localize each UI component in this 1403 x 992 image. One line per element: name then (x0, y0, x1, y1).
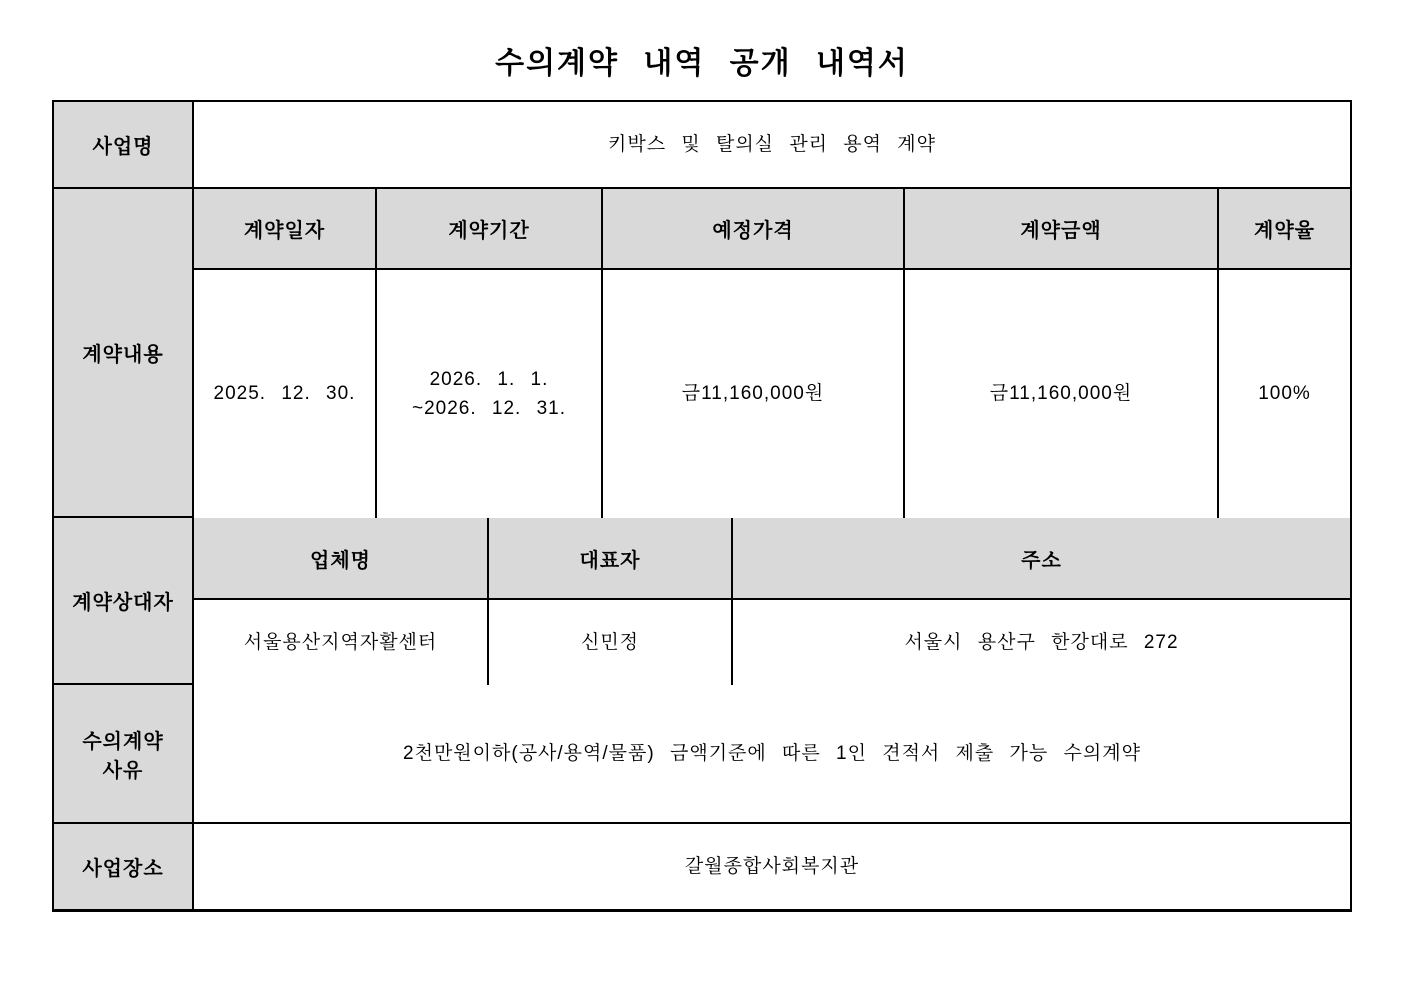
business-name-value: 키박스 및 탈의실 관리 용역 계약 (194, 102, 1350, 189)
contract-period-value (377, 270, 603, 518)
business-location-label: 사업장소 (54, 824, 194, 909)
business-name-label: 사업명 (54, 102, 194, 189)
contract-partner-grid (194, 518, 1350, 685)
contract-period-line1: 2026. 1. 1. (429, 368, 549, 390)
contract-partner-row (54, 518, 1350, 685)
column-header-address: 주소 (733, 518, 1350, 600)
column-header-estimated-price: 예정가격 (603, 189, 905, 270)
contract-details-grid (194, 189, 1350, 518)
address-value: 서울시 용산구 한강대로 272 (733, 600, 1350, 685)
business-location-row (54, 824, 1350, 909)
negotiated-reason-label-line2: 사유 (102, 759, 144, 782)
negotiated-reason-label-line1: 수의계약 (82, 730, 164, 753)
negotiated-reason-value: 2천만원이하(공사/용역/물품) 금액기준에 따른 1인 견적서 제출 가능 수의계약 (194, 685, 1350, 824)
contract-details-header-row (194, 189, 1350, 270)
negotiated-reason-row (54, 685, 1350, 824)
business-name-row (54, 102, 1350, 189)
representative-value: 신민정 (489, 600, 733, 685)
column-header-contract-date: 계약일자 (194, 189, 377, 270)
column-header-contract-period: 계약기간 (377, 189, 603, 270)
column-header-representative: 대표자 (489, 518, 733, 600)
estimated-price-value: 금11,160,000원 (603, 270, 905, 518)
company-name-value: 서울용산지역자활센터 (194, 600, 489, 685)
column-header-contract-rate: 계약율 (1219, 189, 1350, 270)
contract-amount-value: 금11,160,000원 (905, 270, 1219, 518)
contract-details-row (54, 189, 1350, 518)
column-header-contract-amount: 계약금액 (905, 189, 1219, 270)
negotiated-reason-label (54, 685, 194, 824)
contract-date-value: 2025. 12. 30. (194, 270, 377, 518)
contract-period-line2: ~2026. 12. 31. (411, 398, 567, 419)
contract-partner-value-row (194, 600, 1350, 685)
contract-partner-header-row (194, 518, 1350, 600)
contract-disclosure-table (52, 100, 1352, 912)
contract-rate-value: 100% (1219, 270, 1350, 518)
page-title: 수의계약 내역 공개 내역서 (495, 47, 909, 80)
column-header-company-name: 업체명 (194, 518, 489, 600)
contract-details-label: 계약내용 (54, 189, 194, 518)
business-location-value: 갈월종합사회복지관 (194, 824, 1350, 909)
contract-partner-label: 계약상대자 (54, 518, 194, 685)
contract-details-value-row (194, 270, 1350, 518)
